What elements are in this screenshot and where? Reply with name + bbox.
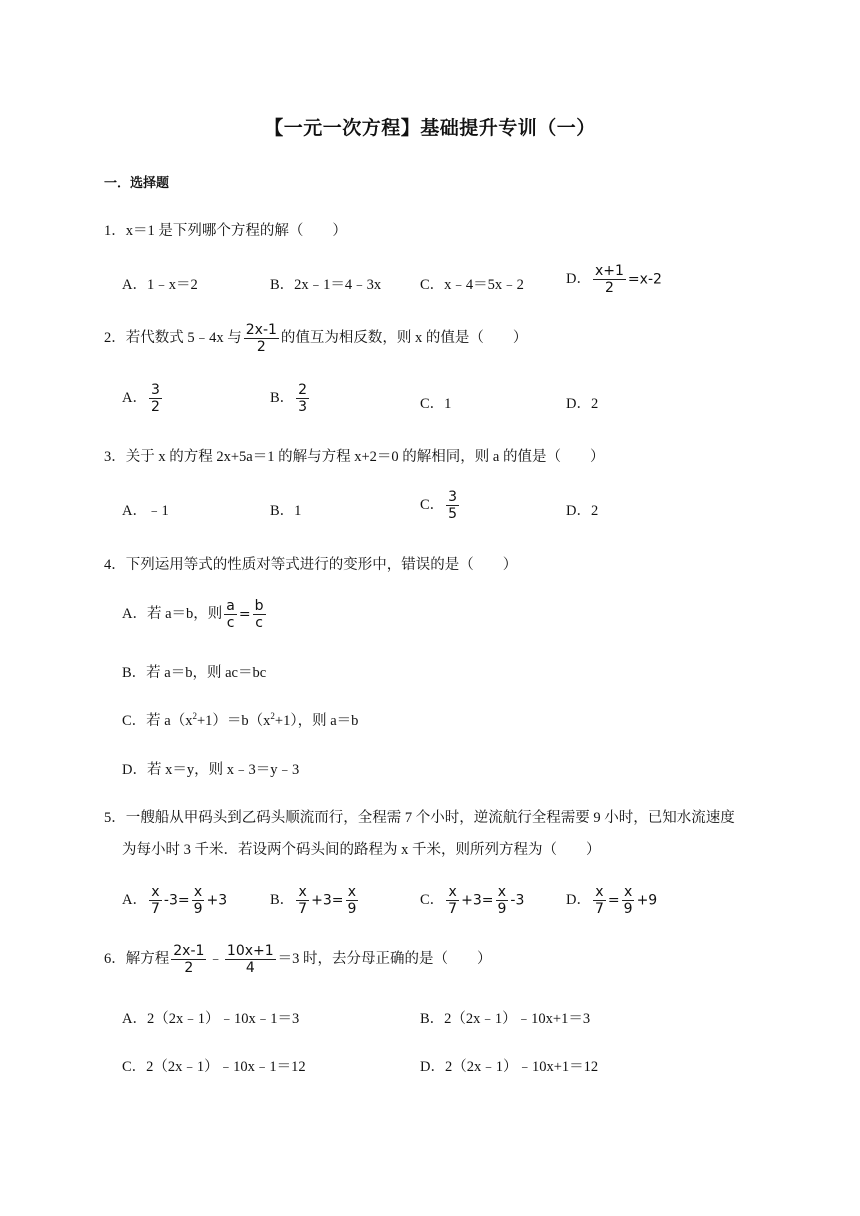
question-5-stem-line-2: 为每小时 3 千米．若设两个码头间的路程为 x 千米，则所列方程为（ ） <box>122 842 601 858</box>
question-1-option-d <box>566 263 662 296</box>
question-3-option-a: A．﹣1 <box>122 503 169 519</box>
numerator: x <box>595 884 604 900</box>
fraction <box>244 322 279 355</box>
denominator: 7 <box>448 901 458 917</box>
question-6-option-c: C．2（2x﹣1）﹣10x﹣1＝12 <box>122 1059 306 1075</box>
fraction <box>149 382 162 415</box>
denominator: 4 <box>245 960 255 976</box>
denominator: 9 <box>193 901 203 917</box>
numerator: a <box>226 598 235 614</box>
fraction <box>446 884 459 917</box>
question-4-option-a <box>122 598 268 631</box>
fraction <box>593 884 606 917</box>
question-2-option-c: C．1 <box>420 396 452 412</box>
operator: -3= <box>163 892 190 909</box>
question-4-stem: 4．下列运用等式的性质对等式进行的变形中，错误的是（ ） <box>104 557 518 573</box>
option-text: +1），则 a＝b <box>274 713 359 729</box>
denominator: c <box>255 615 263 631</box>
option-label: D． <box>566 270 591 287</box>
fraction <box>224 598 237 631</box>
option-text: A．若 a＝b，则 <box>122 605 223 622</box>
superscript: 2 <box>270 711 275 722</box>
question-1-option-b: B．2x﹣1＝4﹣3x <box>270 277 382 293</box>
denominator: 2 <box>256 339 266 355</box>
operator: -3 <box>510 892 525 909</box>
expression-tail: =x-2 <box>627 271 662 288</box>
numerator: 2x-1 <box>173 943 205 959</box>
operator: = <box>607 892 620 909</box>
section-heading: 一．选择题 <box>104 176 170 191</box>
question-6-option-d: D．2（2x﹣1）﹣10x+1＝12 <box>420 1059 599 1075</box>
fraction <box>225 943 276 976</box>
question-4-option-b: B．若 a＝b，则 ac＝bc <box>122 665 267 681</box>
fraction <box>171 943 206 976</box>
question-3-stem: 3．关于 x 的方程 2x+5a＝1 的解与方程 x+2＝0 的解相同，则 a 的值是（ ） <box>104 449 605 465</box>
fraction <box>296 884 309 917</box>
question-5-option-d <box>566 884 657 917</box>
operator: +3 <box>206 892 228 909</box>
numerator: x <box>193 884 203 900</box>
numerator: b <box>254 598 264 614</box>
option-label: B． <box>270 891 295 908</box>
denominator: 7 <box>298 901 308 917</box>
question-5-option-a <box>122 884 227 917</box>
numerator: x+1 <box>594 263 624 279</box>
operator: ﹣ <box>208 950 223 967</box>
stem-text: 的值互为相反数，则 x 的值是（ ） <box>280 329 528 346</box>
numerator: 10x+1 <box>226 943 274 959</box>
option-label: A． <box>122 891 147 908</box>
denominator: 3 <box>298 399 308 415</box>
fraction <box>446 489 459 522</box>
numerator: 2x-1 <box>245 322 277 338</box>
numerator: 3 <box>150 382 160 398</box>
numerator: x <box>497 884 507 900</box>
numerator: x <box>151 884 160 900</box>
option-label: B． <box>270 389 295 406</box>
numerator: x <box>448 884 457 900</box>
question-2-stem <box>104 322 527 355</box>
option-label: D． <box>566 891 591 908</box>
question-1-option-c: C．x﹣4＝5x﹣2 <box>420 277 524 293</box>
option-label: C． <box>420 496 445 513</box>
question-2-option-b <box>270 382 311 415</box>
superscript: 2 <box>192 711 197 722</box>
numerator: x <box>623 884 633 900</box>
numerator: x <box>347 884 357 900</box>
question-1-option-a: A．1﹣x＝2 <box>122 277 198 293</box>
question-5-option-c <box>420 884 524 917</box>
stem-text: 2．若代数式 5﹣4x 与 <box>104 329 242 346</box>
denominator: 9 <box>623 901 633 917</box>
numerator: 2 <box>298 382 308 398</box>
question-3-option-b: B．1 <box>270 503 302 519</box>
question-4-option-d: D．若 x＝y，则 x﹣3＝y﹣3 <box>122 762 300 778</box>
denominator: 2 <box>150 399 160 415</box>
fraction <box>622 884 635 917</box>
fraction <box>192 884 205 917</box>
denominator: 2 <box>604 280 614 296</box>
question-6-option-b: B．2（2x﹣1）﹣10x+1＝3 <box>420 1011 591 1027</box>
option-text: C．若 a（x <box>122 713 193 729</box>
stem-text: ＝3 时，去分母正确的是（ ） <box>277 950 492 967</box>
option-label: C． <box>420 891 445 908</box>
question-3-option-d: D．2 <box>566 503 599 519</box>
question-6-option-a: A．2（2x﹣1）﹣10x﹣1＝3 <box>122 1011 300 1027</box>
stem-text: 6．解方程 <box>104 950 170 967</box>
denominator: 7 <box>150 901 160 917</box>
denominator: 9 <box>497 901 507 917</box>
denominator: c <box>226 615 235 631</box>
page-title: 【一元一次方程】基础提升专训（一） <box>264 117 596 139</box>
question-2-option-a <box>122 382 164 415</box>
question-5-option-b <box>270 884 360 917</box>
question-6-stem <box>104 943 492 976</box>
denominator: 5 <box>448 506 458 522</box>
operator: +9 <box>636 892 658 909</box>
question-1-stem: 1．x＝1 是下列哪个方程的解（ ） <box>104 223 347 239</box>
question-2-option-d: D．2 <box>566 396 599 412</box>
question-3-option-c <box>420 489 461 522</box>
denominator: 7 <box>594 901 604 917</box>
numerator: 3 <box>448 489 458 505</box>
denominator: 9 <box>347 901 357 917</box>
fraction <box>593 263 626 296</box>
fraction <box>495 884 508 917</box>
operator: +3= <box>311 892 344 909</box>
option-label: A． <box>122 389 147 406</box>
fraction <box>296 382 309 415</box>
option-text: +1）＝b（x <box>196 713 271 729</box>
equals-sign: = <box>238 606 251 623</box>
question-4-option-c <box>122 709 358 730</box>
numerator: x <box>298 884 307 900</box>
fraction <box>149 884 162 917</box>
fraction <box>253 598 266 631</box>
fraction <box>345 884 358 917</box>
question-5-stem-line-1: 5．一艘船从甲码头到乙码头顺流而行，全程需 7 个小时，逆流航行全程需要 9 小时，已知水流速度 <box>104 810 735 826</box>
denominator: 2 <box>184 960 194 976</box>
operator: +3= <box>461 892 494 909</box>
